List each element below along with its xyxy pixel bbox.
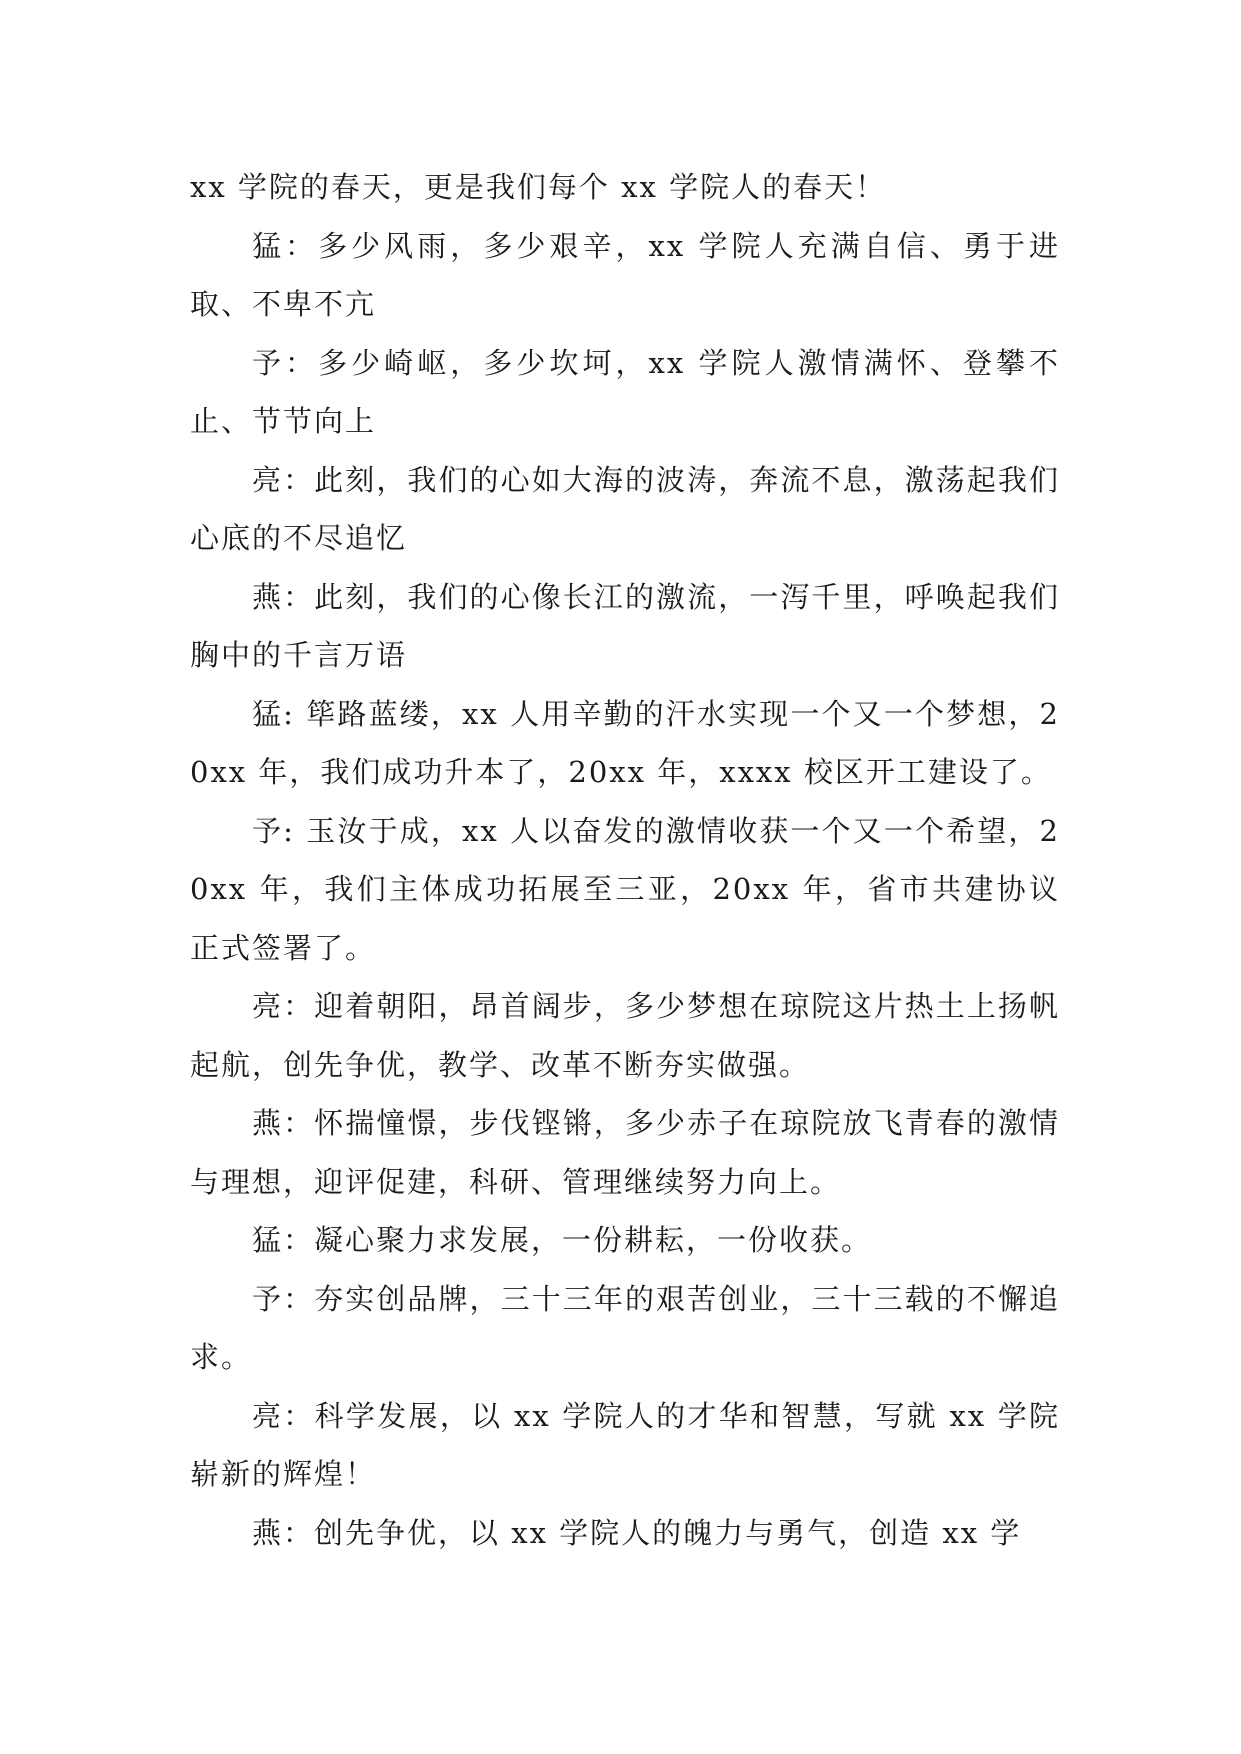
paragraph-10: 猛：凝心聚力求发展，一份耕耘，一份收获。 [252, 1223, 873, 1257]
paragraph-5: 燕：此刻，我们的心像长江的激流，一泻千里，呼唤起我们胸中的千言万语 [190, 579, 1060, 672]
paragraph-11: 予：夯实创品牌，三十三年的艰苦创业，三十三载的不懈追求。 [190, 1281, 1060, 1374]
paragraph-6: 猛: 筚路蓝缕，xx 人用辛勤的汗水实现一个又一个梦想，20xx 年，我们成功升本了，20xx 年，xxxx 校区开工建设了。 [190, 696, 1060, 789]
paragraph-12: 亮：科学发展，以 xx 学院人的才华和智慧，写就 xx 学院崭新的辉煌！ [190, 1398, 1060, 1491]
paragraph-1: xx 学院的春天，更是我们每个 xx 学院人的春天！ [190, 170, 887, 204]
paragraph-3: 予：多少崎岖，多少坎坷，xx 学院人激情满怀、登攀不止、节节向上 [190, 345, 1060, 438]
paragraph-13: 燕：创先争优，以 xx 学院人的魄力与勇气，创造 xx 学 [252, 1515, 1022, 1550]
paragraph-9: 燕：怀揣憧憬，步伐铿锵，多少赤子在琼院放飞青春的激情与理想，迎评促建，科研、管理继续努力向上。 [190, 1106, 1060, 1199]
paragraph-4: 亮：此刻，我们的心如大海的波涛，奔流不息，激荡起我们心底的不尽追忆 [190, 462, 1060, 555]
paragraph-2: 猛：多少风雨，多少艰辛，xx 学院人充满自信、勇于进取、不卑不亢 [190, 228, 1060, 321]
paragraph-8: 亮：迎着朝阳，昂首阔步，多少梦想在琼院这片热土上扬帆起航，创先争优，教学、改革不断夯实做强。 [190, 989, 1060, 1082]
paragraph-7: 予: 玉汝于成，xx 人以奋发的激情收获一个又一个希望，20xx 年，我们主体成功拓展至三亚，20xx 年，省市共建协议正式签署了。 [190, 813, 1060, 965]
document-body [190, 158, 1060, 1562]
